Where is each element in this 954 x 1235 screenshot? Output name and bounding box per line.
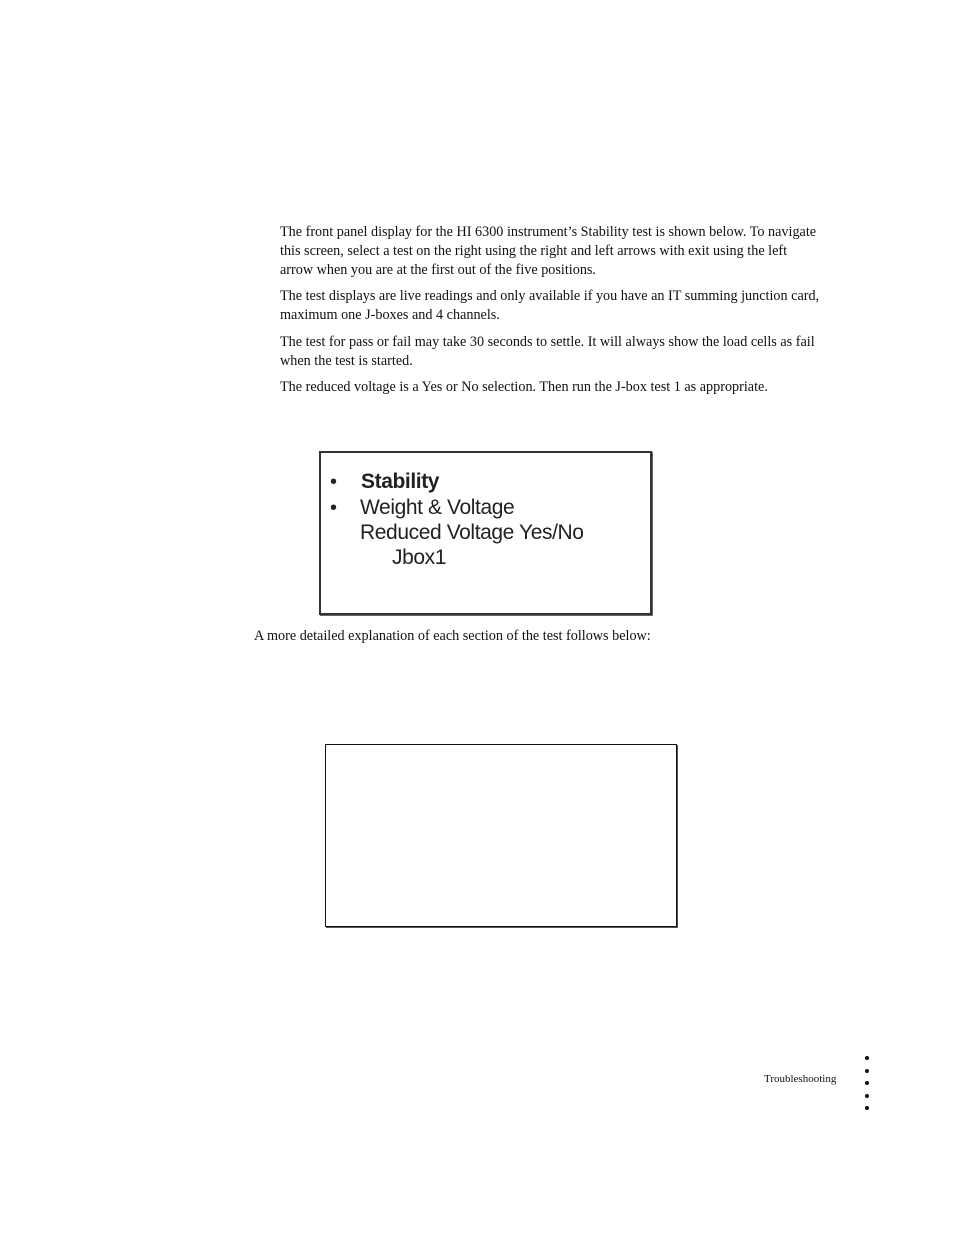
menu-item-reduced-voltage: Reduced Voltage Yes/No [360, 521, 584, 544]
bullet-icon: • [330, 471, 338, 493]
front-panel-display [319, 451, 652, 615]
dot-icon [865, 1069, 869, 1073]
explanation-text: A more detailed explanation of each section of the test follows below: [254, 628, 651, 644]
bullet-icon: • [330, 497, 338, 519]
intro-paragraph-1: The front panel display for the HI 6300 instrument’s Stability test is shown below. To navigate this screen, select a test on the right using the right and left arrows with exit using the left arrow when you are at the first out of the five positions. [280, 224, 817, 278]
dot-icon [865, 1081, 869, 1085]
menu-item-stability: Stability [361, 470, 440, 493]
intro-paragraph-2: The test displays are live readings and only available if you have an IT summing junction card, maximum one J-boxes and 4 channels. [280, 288, 820, 323]
dot-icon [865, 1056, 869, 1060]
footer-section-title: Troubleshooting [764, 1073, 837, 1085]
menu-item-weight-voltage: Weight & Voltage [360, 496, 515, 519]
blank-figure-frame [325, 744, 677, 927]
dot-icon [865, 1094, 869, 1098]
intro-paragraph-4: The reduced voltage is a Yes or No selection. Then run the J-box test 1 as appropriate. [280, 379, 768, 395]
menu-item-jbox1: Jbox1 [392, 546, 447, 569]
intro-paragraph-3: The test for pass or fail may take 30 seconds to settle. It will always show the load cells as fail when the test is started. [280, 334, 815, 369]
page-margin-dots [865, 1056, 871, 1119]
dot-icon [865, 1106, 869, 1110]
